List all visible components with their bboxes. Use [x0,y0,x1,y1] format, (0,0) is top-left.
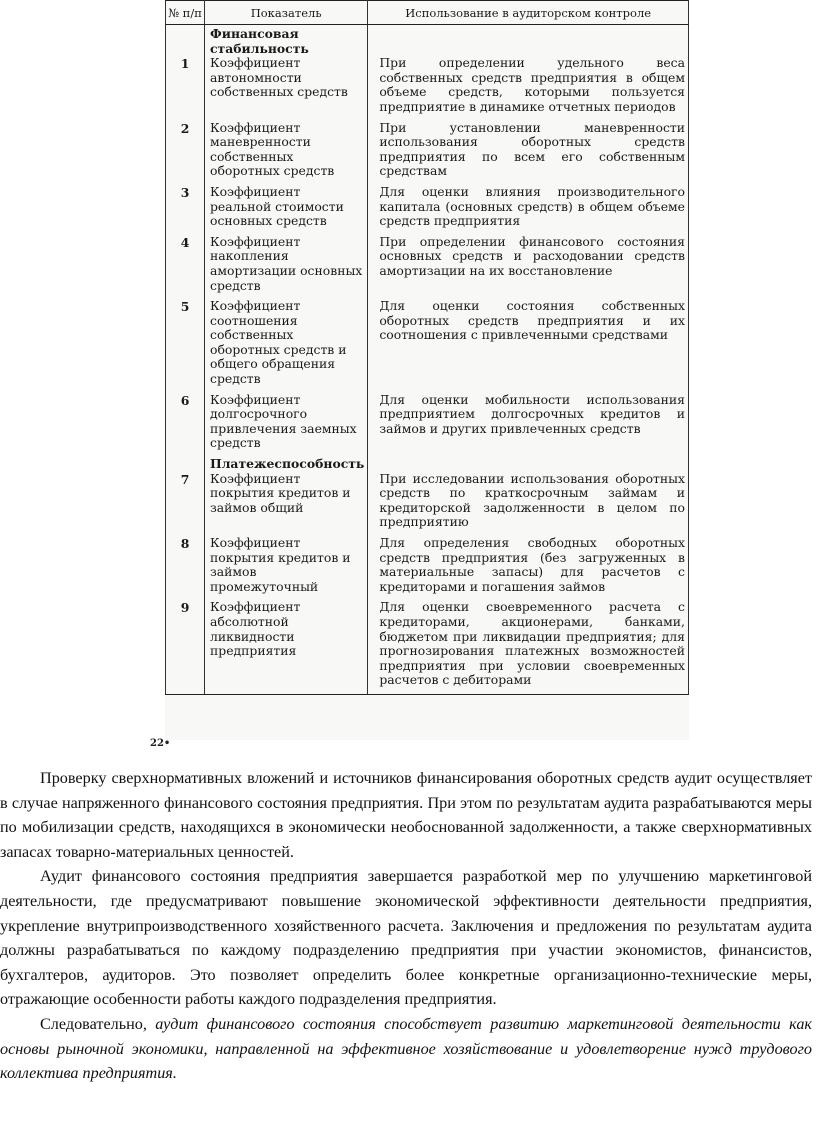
table-row [166,56,689,120]
paragraph-3-lead: Следовательно [40,1014,143,1033]
row-usage: Для оценки влияния производительного капитала (основных средств) в общем объеме средств предприятия [368,185,689,235]
indicators-table [165,0,689,695]
row-usage: Для оценки своевременного расчета с кредиторами, акционерами, банками, бюджетом при ликвидации предприятия; для прогнозирования платежных возможностей предприятия при условии своевременных расчетов с дебиторами [368,600,689,694]
row-indicator: Коэффициент автономности собственных средств [205,56,368,120]
row-usage: При установлении маневренности использования оборотных средств предприятия по всем его собственным средствам [368,121,689,185]
row-num: 1 [166,56,205,120]
row-indicator: Коэффициент абсолютной ликвидности предприятия [205,600,368,694]
row-indicator: Коэффициент накопления амортизации основных средств [205,235,368,299]
table-row [166,185,689,235]
row-indicator: Коэффициент покрытия кредитов и займов промежуточный [205,536,368,600]
section-row [166,25,689,57]
row-num: 6 [166,393,205,457]
row-usage: При определении финансового состояния основных средств и расходовании средств амортизации на их восстановление [368,235,689,299]
row-num: 7 [166,472,205,536]
header-usage: Использование в аудиторском контроле [368,1,689,25]
row-indicator: Коэффициент реальной стоимости основных средств [205,185,368,235]
row-indicator: Коэффициент маневренности собственных оборотных средств [205,121,368,185]
row-usage: При исследовании использования оборотных средств по краткосрочным займам и кредиторской задолженности в целом по предприятию [368,472,689,536]
section-title: Финансовая стабильность [205,25,368,57]
row-indicator: Коэффициент покрытия кредитов и займов общий [205,472,368,536]
paragraph-1: Проверку сверхнормативных вложений и источников финансирования оборотных средств аудит осуществляет в случае напряженного финансового состояния предприятия. При этом по результатам аудита разрабатываются меры по мобилизации средств, находящихся в экономически необоснованной задолженности, а также сверхнормативных запасах товарно-материальных ценностей. [0,769,812,861]
body-text [0,766,812,1086]
table-row [166,536,689,600]
row-usage: Для оценки состояния собственных оборотных средств предприятия и их соотношения с привлеченными средствами [368,299,689,393]
table-header-row [166,1,689,25]
row-indicator: Коэффициент соотношения собственных оборотных средств и общего обращения средств [205,299,368,393]
row-usage: При определении удельного веса собственных средств предприятия в общем объеме средств, которыми пользуется предприятие в динамике отчетных периодов [368,56,689,120]
section-row [166,457,689,472]
row-num: 8 [166,536,205,600]
row-num: 5 [166,299,205,393]
paragraph-3 [0,1012,812,1086]
section-title: Платежеспособность [205,457,368,472]
header-indicator: Показатель [205,1,368,25]
row-num: 2 [166,121,205,185]
table-row [166,393,689,457]
paragraph-3-italic: , аудит финансового состояния способствует развитию маркетинговой деятельности как основы рыночной экономики, направленной на эффективное хозяйствование и удовлетворение нужд трудового коллектива предприятия. [0,1014,812,1083]
table-scan [165,0,689,740]
table-row [166,472,689,536]
header-num: № п/п [166,1,205,25]
page-number: 22• [150,738,171,749]
table-row [166,121,689,185]
row-usage: Для определения свободных оборотных средств предприятия (без загруженных в материальные запасы) для расчетов с кредиторами и погашения займов [368,536,689,600]
row-num: 3 [166,185,205,235]
table-row [166,299,689,393]
row-usage: Для оценки мобильности использования предприятием долгосрочных кредитов и займов и других привлеченных средств [368,393,689,457]
row-num: 9 [166,600,205,694]
table-row [166,600,689,694]
row-indicator: Коэффициент долгосрочного привлечения заемных средств [205,393,368,457]
table-row [166,235,689,299]
row-num: 4 [166,235,205,299]
paragraph-2: Аудит финансового состояния предприятия завершается разработкой мер по улучшению маркетинговой деятельности, где предусматривают повышение экономической эффективности деятельности предприятия, укрепление внутрипроизводственного хозяйственного расчета. Заключения и предложения по результатам аудита должны разрабатываться по каждому подразделению предприятия при участии экономистов, финансистов, бухгалтеров, аудиторов. Это позволяет определить более конкретные организационно-технические меры, отражающие особенности работы каждого подразделения предприятия. [0,867,812,1009]
